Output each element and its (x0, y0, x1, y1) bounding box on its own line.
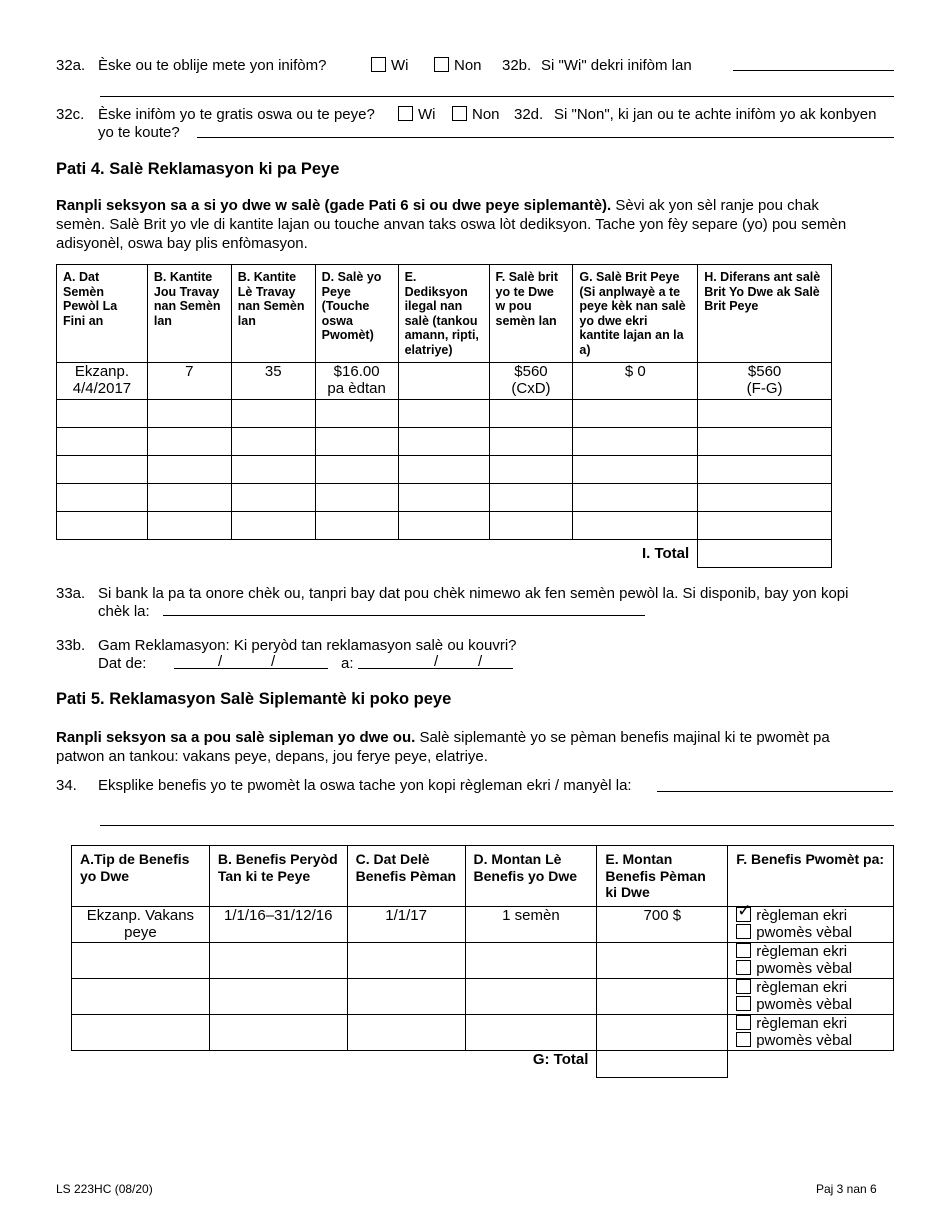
part5-intro (56, 728, 936, 766)
q32a-number: 32a. (56, 57, 86, 74)
table1-header-c: B. Kantite Lè Travay nan Semèn lan (231, 265, 315, 363)
table2-example-e: 700 $ (597, 906, 728, 942)
part4-intro (56, 196, 936, 253)
written-policy-option[interactable]: règleman ekri (736, 979, 893, 997)
part5-intro-line2: patwon an tankou: vakans peye, depans, jou ferye peye, elatriye. (56, 748, 488, 765)
q32b-answer-line-2[interactable] (100, 96, 894, 97)
q32a-no-checkbox[interactable] (434, 57, 449, 72)
q33a-question-line1: Si bank la pa ta onore chèk ou, tanpri bay dat pou chèk nimewo ak fen semèn pewòl la. Si disponib, bay yon kopi (98, 585, 849, 602)
table1-example-d: $16.00 pa èdtan (315, 363, 398, 400)
table1-example-e (398, 363, 489, 400)
q32a-yes-checkbox[interactable] (371, 57, 386, 72)
supplemental-wages-table (71, 845, 894, 1078)
table1-example-b: 7 (147, 363, 231, 400)
q32a-yes-option[interactable] (371, 57, 409, 74)
q33b-from-label: Dat de: (98, 655, 147, 672)
table-row (72, 942, 894, 978)
table1-header-row (57, 265, 832, 363)
table1-header-h: H. Diferans ant salè Brit Yo Dwe ak Salè Brit Peye (698, 265, 832, 363)
table1-header-a: A. Dat Semèn Pewòl La Fini an (57, 265, 148, 363)
table2-header-e: E. Montan Benefis Pèman ki Dwe (597, 846, 728, 907)
date-separator: / (478, 653, 483, 670)
table2-header-a: A.Tip de Benefis yo Dwe (72, 846, 210, 907)
q32c-yes-checkbox[interactable] (398, 106, 413, 121)
q34-answer-line[interactable] (657, 791, 893, 792)
written-policy-checkbox[interactable] (736, 943, 751, 958)
form-id: LS 223HC (08/20) (56, 1182, 153, 1196)
q33a-question-line2: chèk la: (98, 603, 150, 620)
table2-header-b: B. Benefis Peryòd Tan ki te Peye (209, 846, 347, 907)
q33a-number: 33a. (56, 585, 86, 602)
table2-total-value[interactable] (597, 1050, 728, 1077)
benefit-source-cell (728, 978, 894, 1014)
table-row (57, 428, 832, 456)
table2-example-f (728, 906, 894, 942)
part4-intro-bold: Ranpli seksyon sa a si yo dwe w salè (gade Pati 6 si ou dwe peye siplemantè). (56, 197, 612, 214)
table2-example-b: 1/1/16–31/12/16 (209, 906, 347, 942)
q33b-number: 33b. (56, 637, 86, 654)
written-policy-option[interactable]: règleman ekri (736, 1015, 893, 1033)
q32c-question-line2: yo te koute? (98, 124, 180, 141)
benefit-source-cell (728, 942, 894, 978)
date-separator: / (434, 653, 439, 670)
unpaid-wages-table (56, 264, 832, 568)
table1-total-label: I. Total (57, 540, 698, 568)
q32c-number: 32c. (56, 106, 85, 123)
q33b-to-label: a: (341, 655, 354, 672)
written-policy-checkbox[interactable] (736, 1015, 751, 1030)
verbal-promise-option[interactable]: pwomès vèbal (736, 1032, 893, 1050)
table1-example-h: $560 (F-G) (698, 363, 832, 400)
verbal-promise-checkbox[interactable] (736, 960, 751, 975)
q32d-number: 32d. (514, 106, 544, 123)
table2-total-row (72, 1050, 894, 1077)
written-policy-option[interactable]: règleman ekri (736, 943, 893, 961)
q33a-answer-line[interactable] (163, 615, 645, 616)
table1-example-g: $ 0 (573, 363, 698, 400)
q34-answer-line-2[interactable] (100, 825, 894, 826)
table2-header-f: F. Benefis Pwomèt pa: (728, 846, 894, 907)
part4-intro-line1: Sèvi ak yon sèl ranje pou chak (611, 197, 819, 214)
q32c-no-option[interactable] (452, 106, 500, 123)
q32c-question: Èske inifòm yo te gratis oswa ou te peye? (98, 106, 375, 123)
table2-header-row (72, 846, 894, 907)
benefit-source-cell (728, 1014, 894, 1050)
q32b-answer-line[interactable] (733, 70, 894, 71)
table-row (72, 978, 894, 1014)
table2-example-a: Ekzanp. Vakans peye (72, 906, 210, 942)
table1-total-row (57, 540, 832, 568)
verbal-promise-checkbox[interactable] (736, 996, 751, 1011)
table1-total-value[interactable] (698, 540, 832, 568)
q34-number: 34. (56, 777, 77, 794)
q32c-yes-option[interactable] (398, 106, 436, 123)
table2-total-label: G: Total (72, 1050, 597, 1077)
table2-example-d: 1 semèn (465, 906, 597, 942)
q32c-no-checkbox[interactable] (452, 106, 467, 121)
q32a-yes-label: Wi (391, 57, 409, 74)
table1-header-f: F. Salè brit yo te Dwe w pou semèn lan (489, 265, 573, 363)
page-number: Paj 3 nan 6 (816, 1182, 877, 1196)
table1-header-b: B. Kantite Jou Travay nan Semèn lan (147, 265, 231, 363)
q32c-yes-label: Wi (418, 106, 436, 123)
q32d-answer-line[interactable] (197, 137, 894, 138)
table2-header-c: C. Dat Delè Benefis Pèman (347, 846, 465, 907)
part4-intro-line2: semèn. Salè Brit yo vle di kantite lajan ou touche anvan taks oswa lòt dediksyon. Tache yon fèy separe (yo) pou semèn (56, 216, 847, 233)
table1-example-c: 35 (231, 363, 315, 400)
q34-question: Eksplike benefis yo te pwomèt la oswa tache yon kopi règleman ekri / manyèl la: (98, 777, 632, 794)
table1-header-e: E. Dediksyon ilegal nan salè (tankou amann, ripti, elatriye) (398, 265, 489, 363)
verbal-promise-option[interactable]: pwomès vèbal (736, 924, 893, 942)
table-row (72, 1014, 894, 1050)
date-separator: / (218, 653, 223, 670)
written-policy-checkbox[interactable] (736, 979, 751, 994)
table2-example-c: 1/1/17 (347, 906, 465, 942)
verbal-promise-checkbox[interactable] (736, 924, 751, 939)
q33b-from-date-field[interactable] (174, 668, 328, 669)
table1-example-a: Ekzanp. 4/4/2017 (57, 363, 148, 400)
verbal-promise-option[interactable]: pwomès vèbal (736, 960, 893, 978)
q32d-question: Si "Non", ki jan ou te achte inifòm yo ak konbyen (554, 106, 877, 123)
verbal-promise-checkbox[interactable] (736, 1032, 751, 1047)
q32a-no-option[interactable] (434, 57, 482, 74)
table1-example-f: $560 (CxD) (489, 363, 573, 400)
q33b-question: Gam Reklamasyon: Ki peryòd tan reklamasyon salè ou kouvri? (98, 637, 517, 654)
table1-header-g: G. Salè Brit Peye (Si anplwayè a te peye kèk nan salè yo dwe ekri kantite lajan an la a) (573, 265, 698, 363)
table1-example-row (57, 363, 832, 400)
part4-intro-line3: adisyonèl, oswa bay plis enfòmasyon. (56, 235, 308, 252)
table-row (57, 456, 832, 484)
table2-header-d: D. Montan Lè Benefis yo Dwe (465, 846, 597, 907)
table1-header-d: D. Salè yo Peye (Touche oswa Pwomèt) (315, 265, 398, 363)
part5-title: Pati 5. Reklamasyon Salè Siplemantè ki poko peye (56, 690, 452, 708)
table2-example-row (72, 906, 894, 942)
table-row (57, 400, 832, 428)
q32c-no-label: Non (472, 106, 500, 123)
q32b-number: 32b. (502, 57, 532, 74)
q32a-question: Èske ou te oblije mete yon inifòm? (98, 57, 327, 74)
table-row (57, 512, 832, 540)
written-policy-option[interactable]: ✓ règleman ekri (736, 907, 893, 925)
q32a-no-label: Non (454, 57, 482, 74)
part4-title: Pati 4. Salè Reklamasyon ki pa Peye (56, 160, 340, 178)
verbal-promise-option[interactable]: pwomès vèbal (736, 996, 893, 1014)
part5-intro-bold: Ranpli seksyon sa a pou salè sipleman yo dwe ou. (56, 729, 416, 746)
part5-intro-line1: Salè siplemantè yo se pèman benefis majinal ki te pwomèt pa (415, 729, 830, 746)
date-separator: / (271, 653, 276, 670)
q32b-question: Si "Wi" dekri inifòm lan (541, 57, 692, 74)
written-policy-checkbox[interactable] (736, 907, 751, 922)
table-row (57, 484, 832, 512)
